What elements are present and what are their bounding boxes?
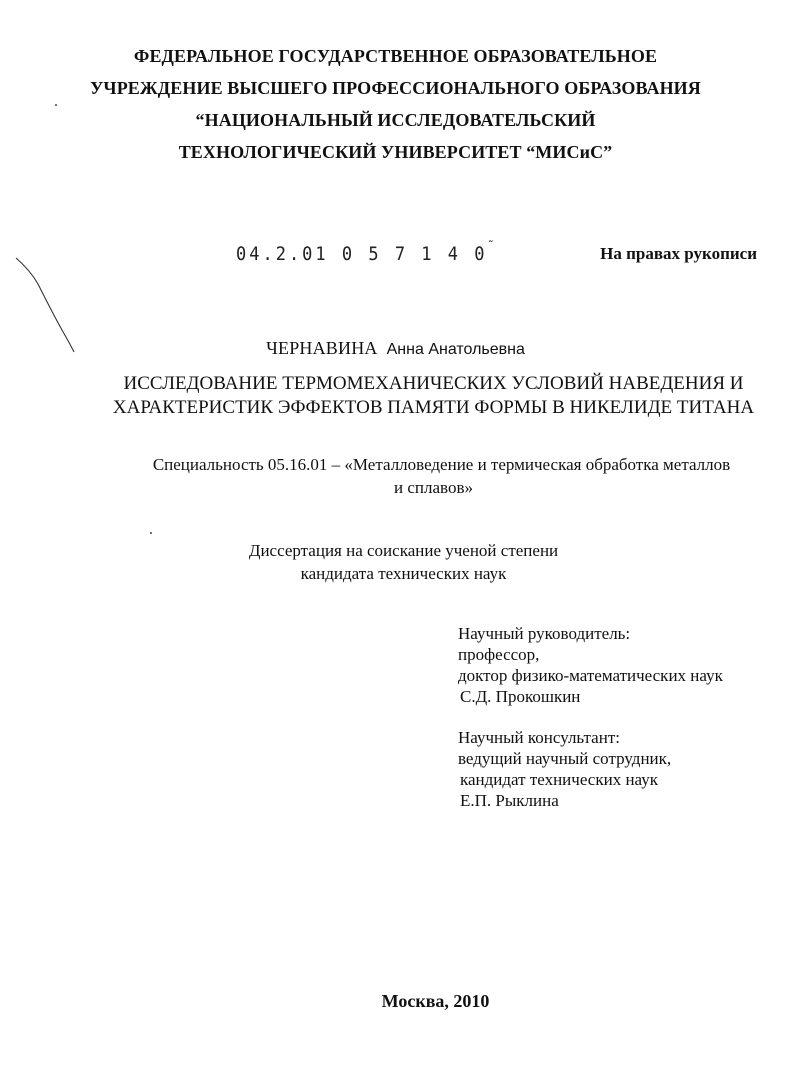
supervisor-position: профессор,: [458, 645, 540, 664]
institution-line-2: УЧРЕЖДЕНИЕ ВЫСШЕГО ПРОФЕССИОНАЛЬНОГО ОБРАЗОВАНИЯ: [90, 78, 701, 98]
registration-number-value: 04.2.01 0 5 7 1 4 0: [236, 243, 488, 266]
place-year: Москва, 2010: [381, 991, 490, 1011]
degree-line-1: Диссертация на соискание ученой степени: [248, 541, 559, 560]
supervisor-block: [458, 623, 723, 707]
specialty-line-1: Специальность 05.16.01 – «Металловедение и термическая обработка металлов: [152, 455, 731, 474]
title-line-1: ИССЛЕДОВАНИЕ ТЕРМОМЕХАНИЧЕСКИХ УСЛОВИЙ НАВЕДЕНИЯ И: [123, 373, 744, 394]
supervisor-degree: доктор физико-математических наук: [458, 666, 723, 685]
author-given-names: Анна Анатольевна: [386, 341, 525, 358]
consultant-degree: кандидат технических наук: [460, 770, 658, 789]
title-line-2: ХАРАКТЕРИСТИК ЭФФЕКТОВ ПАМЯТИ ФОРМЫ В НИКЕЛИДЕ ТИТАНА: [112, 397, 755, 418]
consultant-block: [458, 727, 671, 811]
degree-line-2: кандидата технических наук: [300, 564, 507, 583]
institution-line-4: ТЕХНОЛОГИЧЕСКИЙ УНИВЕРСИТЕТ “МИСиС”: [178, 142, 613, 162]
author: [0, 337, 791, 361]
manuscript-rights: На правах рукописи: [600, 244, 757, 263]
supervisor-label: Научный руководитель:: [458, 624, 631, 643]
institution-line-3: “НАЦИОНАЛЬНЫЙ ИССЛЕДОВАТЕЛЬСКИЙ: [195, 110, 596, 130]
supervisor-name: С.Д. Прокошкин: [460, 687, 581, 706]
institution-line-1: ФЕДЕРАЛЬНОЕ ГОСУДАРСТВЕННОЕ ОБРАЗОВАТЕЛЬНОЕ: [133, 46, 658, 66]
specialty-line-2: и сплавов»: [394, 478, 473, 497]
consultant-name: Е.П. Рыклина: [460, 791, 559, 810]
author-surname: ЧЕРНАВИНА: [266, 338, 378, 358]
registration-mark: ˜: [487, 239, 495, 254]
consultant-label: Научный консультант:: [458, 728, 620, 747]
registration-number: [236, 239, 494, 265]
scan-speck: [55, 104, 57, 106]
consultant-position: ведущий научный сотрудник,: [458, 749, 672, 768]
scan-speck: [150, 532, 152, 534]
